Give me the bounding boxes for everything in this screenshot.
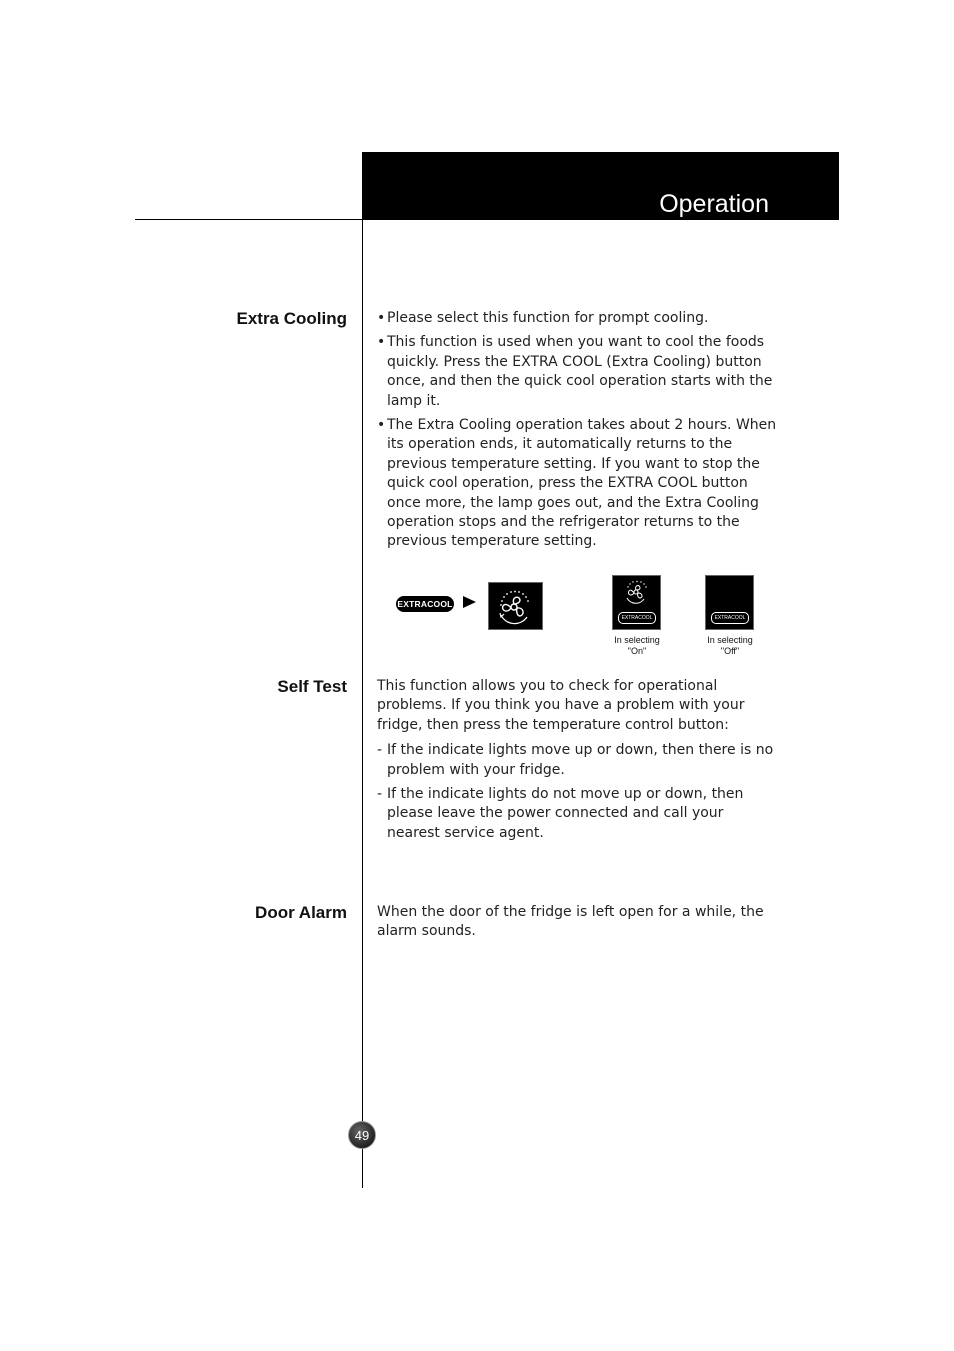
section-title-door-alarm: Door Alarm (255, 903, 347, 922)
extracool-mini-label: EXTRACOOL (618, 612, 656, 624)
arrow-right-icon (463, 596, 476, 608)
self-test-intro: This function allows you to check for operational problems. If you think you have a problem with your fridge, then press the temperature control button: (377, 678, 745, 733)
page-title: Operation (659, 190, 769, 218)
caption-off: In selecting "Off" (707, 635, 753, 656)
page-number: 49 (348, 1121, 376, 1149)
extracool-panel-large (488, 582, 543, 630)
self-test-body (377, 677, 777, 848)
caption-on: In selecting "On" (614, 635, 660, 656)
list-item: • This function is used when you want to cool the foods quickly. Press the EXTRA COOL (Extra Cooling) button once, and then the quick cool operation starts with the lamp it. (377, 333, 777, 411)
list-item: • The Extra Cooling operation takes about 2 hours. When its operation ends, it automatically returns to the previous temperature setting. If you want to stop the quick cool operation, press the EXTRA COOL button once more, the lamp goes out, and the Extra Cooling operation stops and the refrigerator returns to the previous temperature setting. (377, 416, 777, 552)
door-alarm-body (377, 903, 777, 948)
extra-cooling-body (377, 309, 777, 557)
door-alarm-text: When the door of the fridge is left open for a while, the alarm sounds. (377, 904, 764, 940)
extracool-button: EXTRACOOL (396, 596, 454, 612)
section-title-self-test: Self Test (277, 677, 347, 696)
fan-icon (613, 576, 660, 610)
list-item: • Please select this function for prompt cooling. (377, 309, 777, 328)
section-title-extra-cooling: Extra Cooling (236, 309, 347, 328)
list-item: - If the indicate lights do not move up or down, then please leave the power connected and call your nearest service agent. (377, 785, 777, 843)
extracool-panel-off (705, 575, 754, 630)
fan-icon (489, 583, 542, 629)
margin-rule (362, 220, 363, 1188)
extracool-mini-label: EXTRACOOL (711, 612, 749, 624)
list-item: - If the indicate lights move up or down, then there is no problem with your fridge. (377, 741, 777, 780)
header-rule (135, 219, 362, 220)
self-test-list (377, 741, 777, 843)
extracool-panel-on (612, 575, 661, 630)
extra-cooling-list (377, 309, 777, 552)
header-bar (362, 152, 839, 220)
